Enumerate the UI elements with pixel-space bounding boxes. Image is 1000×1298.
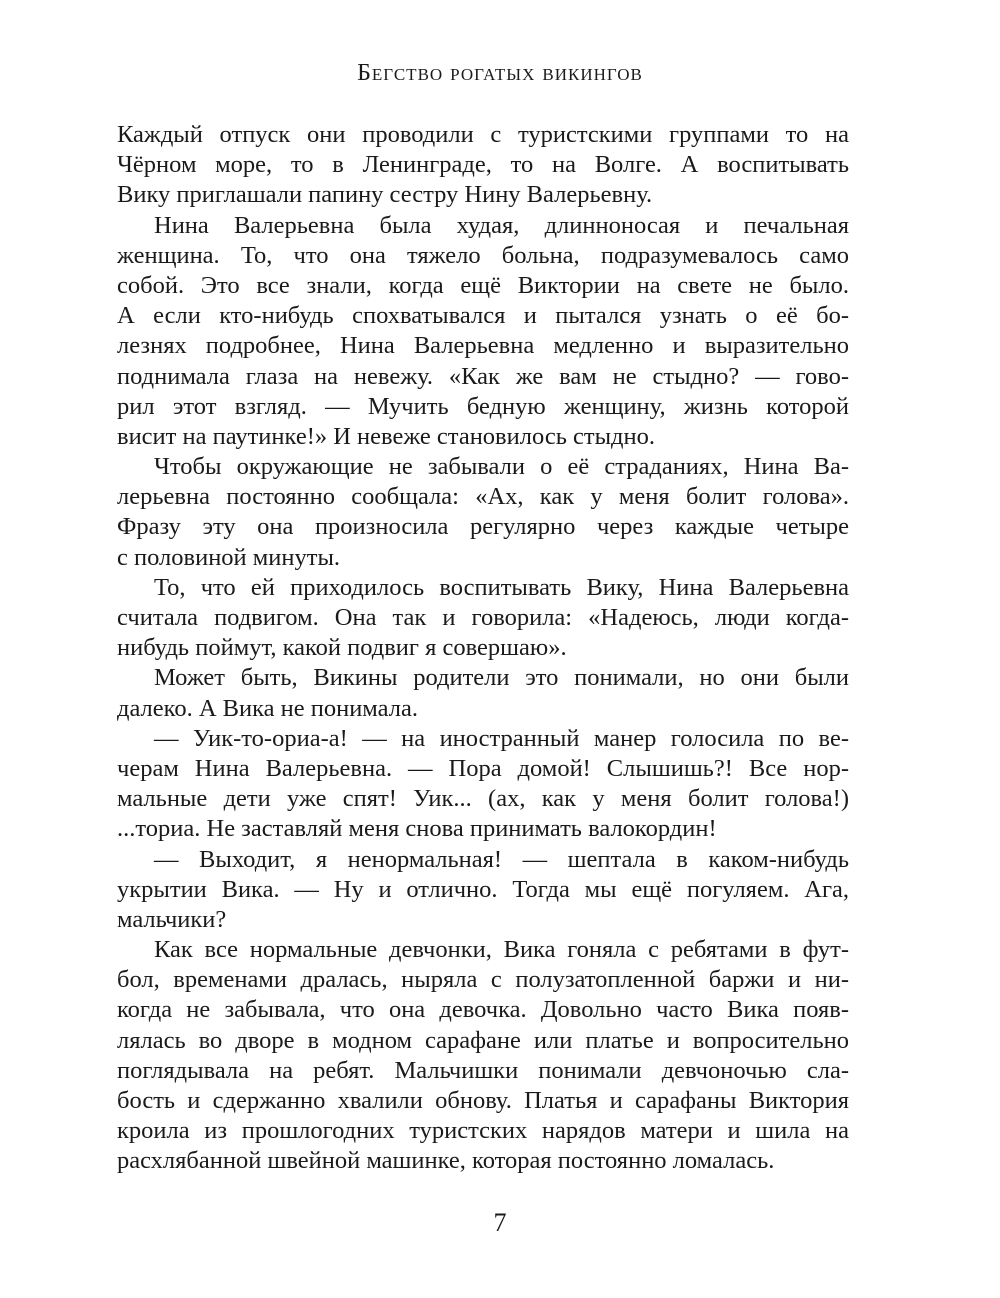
paragraph: [117, 120, 849, 211]
text-line: Вику приглашали папину сестру Нину Валерьевну.: [117, 181, 653, 209]
text-line: расхлябанной швейной машинке, которая постоянно ломалась.: [117, 1147, 775, 1175]
text-line: бол, временами дралась, ныряла с полузатопленной баржи и ни-: [117, 966, 849, 994]
text-line: собой. Это все знали, когда ещё Виктории на свете не было.: [117, 271, 849, 299]
text-line: Как все нормальные девчонки, Вика гоняла с ребятами в фут-: [154, 936, 849, 964]
text-line: лерьевна постоянно сообщала: «Ах, как у меня болит голова».: [117, 483, 849, 511]
paragraph: [117, 663, 849, 723]
running-head: Бегство рогатых викингов: [357, 60, 643, 86]
text-line: Чёрном море, то в Ленинграде, то на Волге. А воспитывать: [117, 151, 849, 179]
text-line: с половиной минуты.: [117, 543, 341, 571]
text-line: считала подвигом. Она так и говорила: «Надеюсь, люди когда-: [117, 604, 849, 631]
text-line: — Уик-то-ориа-а! — на иностранный манер голосила по ве-: [154, 724, 849, 752]
paragraph: [117, 935, 849, 1177]
text-line: черам Нина Валерьевна. — Пора домой! Слышишь?! Все нор-: [117, 754, 849, 782]
text-line: рил этот взгляд. — Мучить бедную женщину, жизнь которой: [117, 392, 849, 420]
text-line: мальные дети уже спят! Уик... (ах, как у меня болит голова!): [117, 785, 849, 813]
text-line: бость и сдержанно хвалили обнову. Платья и сарафаны Виктория: [117, 1087, 849, 1114]
text-line: далеко. А Вика не понимала.: [117, 694, 418, 722]
paragraph: [117, 724, 849, 845]
text-line: висит на паутинке!» И невеже становилось стыдно.: [117, 422, 655, 450]
paragraph: [117, 573, 849, 664]
text-line: когда не забывала, что она девочка. Довольно часто Вика появ-: [117, 996, 849, 1024]
text-line: ...ториа. Не заставляй меня снова принимать валокордин!: [117, 815, 717, 843]
page-number: 7: [493, 1208, 507, 1237]
paragraph: [117, 211, 849, 453]
text-line: укрытии Вика. — Ну и отлично. Тогда мы ещё погуляем. Ага,: [117, 875, 849, 903]
body-text: [117, 120, 849, 1177]
text-line: женщина. То, что она тяжело больна, подразумевалось само: [117, 241, 849, 269]
text-line: поднимала глаза на невежу. «Как же вам не стыдно? — гово-: [117, 362, 849, 390]
text-line: Фразу эту она произносила регулярно через каждые четыре: [117, 513, 849, 541]
text-line: То, что ей приходилось воспитывать Вику, Нина Валерьевна: [154, 573, 849, 601]
text-line: — Выходит, я ненормальная! — шептала в каком-нибудь: [154, 845, 849, 873]
text-line: лезнях подробнее, Нина Валерьевна медленно и выразительно: [117, 332, 849, 360]
text-line: нибудь поймут, какой подвиг я совершаю».: [117, 634, 567, 662]
paragraph: [117, 845, 849, 936]
paragraph: [117, 452, 849, 573]
text-line: Нина Валерьевна была худая, длинноносая и печальная: [154, 211, 849, 239]
text-line: поглядывала на ребят. Мальчишки понимали девчоночью сла-: [117, 1056, 849, 1084]
text-line: кроила из прошлогодних туристских нарядов матери и шила на: [117, 1117, 849, 1145]
text-line: лялась во дворе в модном сарафане или платье и вопросительно: [117, 1026, 849, 1054]
text-line: А если кто-нибудь спохватывался и пытался узнать о её бо-: [117, 302, 849, 330]
text-line: Каждый отпуск они проводили с туристскими группами то на: [117, 121, 849, 148]
text-line: Может быть, Викины родители это понимали, но они были: [154, 664, 849, 692]
text-line: Чтобы окружающие не забывали о её страданиях, Нина Ва-: [154, 453, 849, 481]
text-line: мальчики?: [117, 905, 227, 933]
